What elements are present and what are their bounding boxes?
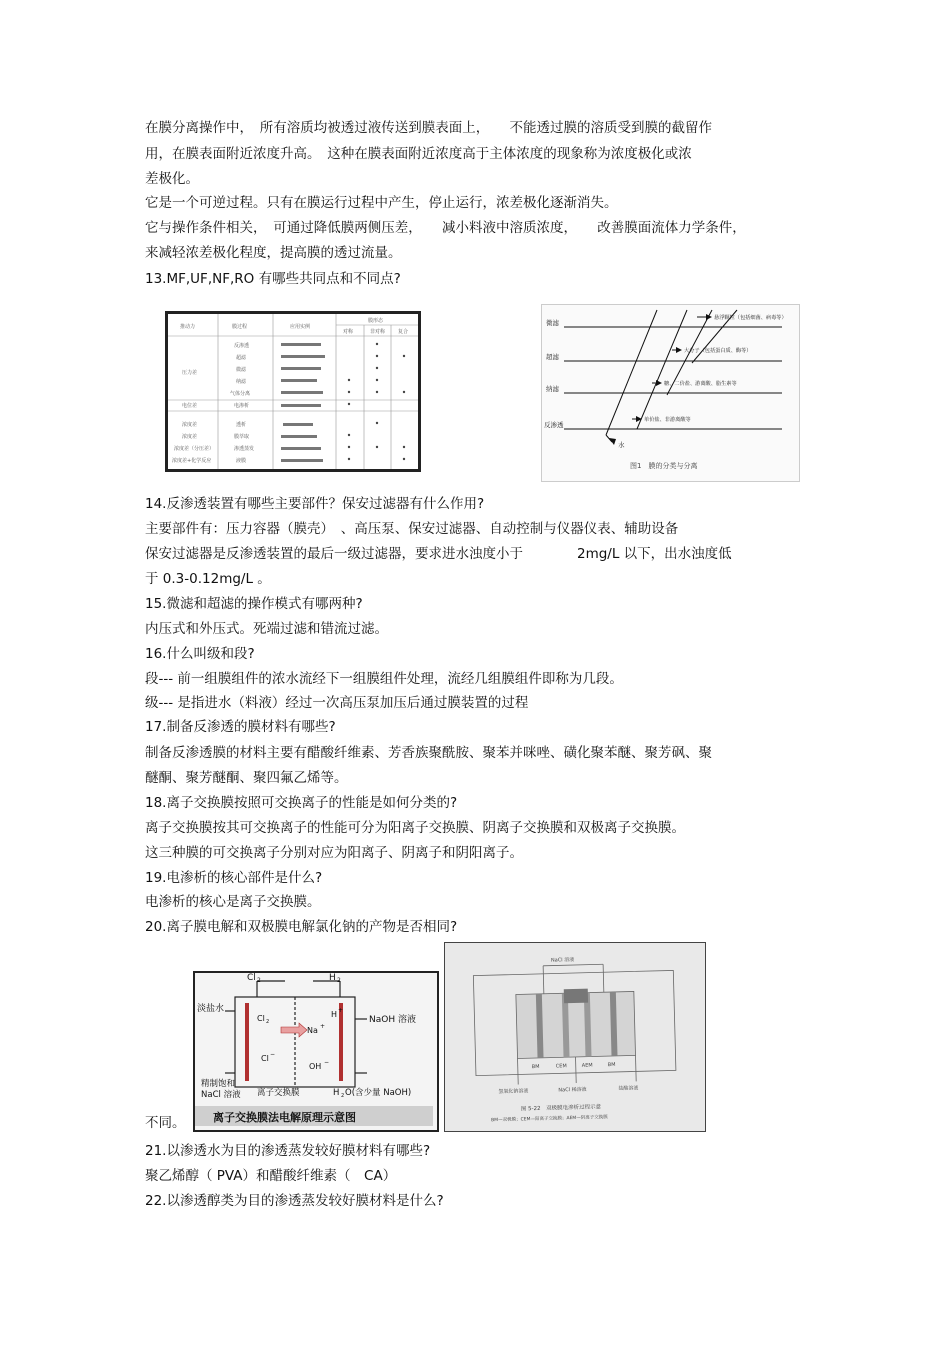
particle-label: 糖、二价盐、游离酸、脂生素等: [664, 381, 737, 387]
svg-text:−: −: [324, 1059, 330, 1066]
question-17: 17.制备反渗透的膜材料有哪些?: [145, 719, 336, 735]
svg-text:+: +: [338, 1007, 344, 1014]
cl2-in-label: Cl: [257, 1014, 265, 1023]
h-plus-label: H: [331, 1010, 338, 1019]
paragraph-line: 在膜分离操作中， 所有溶质均被透过液传送到膜表面上， 不能透过膜的溶质受到膜的截留作: [145, 120, 712, 136]
paragraph-line: 来减轻浓差极化程度，提高膜的透过流量。: [145, 245, 402, 261]
ion-arrow: [281, 1023, 307, 1037]
answer-line: 这三种膜的可交换离子分别对应为阳离子、阴离子和阴阳离子。: [145, 845, 523, 861]
answer-line: 段--- 前一组膜组件的浓水流经下一组膜组件处理，流经几组膜组件即称为几段。: [145, 671, 623, 687]
membrane-label: BM: [607, 1061, 616, 1069]
table-process: 透析: [236, 422, 247, 428]
question-14: 14.反渗透装置有哪些主要部件？保安过滤器有什么作用?: [145, 496, 485, 512]
ion-exchange-electrolysis-figure: [193, 971, 439, 1132]
table-header: 复合: [398, 329, 409, 335]
paragraph-line: 差极化。: [145, 171, 199, 187]
question-15: 15.微滤和超滤的操作模式有哪两种?: [145, 596, 363, 612]
table-group: 浓度差: [182, 422, 198, 428]
particle-label: 大分子（包括蛋白质、酶等）: [684, 348, 752, 354]
membrane-classification-figure: [541, 304, 800, 482]
table-group: 浓度差: [182, 434, 198, 440]
answer-line: 保安过滤器是反渗透装置的最后一级过滤器，要求进水浊度小于 2mg/L 以下，出水浊度低: [145, 546, 732, 562]
question-19: 19.电渗析的核心部件是什么?: [145, 870, 323, 886]
table-group: 压力差: [182, 370, 198, 376]
question-22: 22.以渗透醇类为目的渗透蒸发较好膜材料是什么?: [145, 1193, 444, 1209]
table-header: 膜过程: [232, 324, 248, 330]
oh-minus-label: OH: [309, 1062, 322, 1071]
table-header: 对称: [343, 329, 354, 335]
top-label: NaCl 溶液: [550, 956, 575, 964]
question-20: 20.离子膜电解和双极膜电解氯化钠的产物是否相同?: [145, 919, 458, 935]
table-process: 微滤: [236, 367, 247, 373]
table-group: 浓度差+化学反应: [172, 458, 212, 464]
svg-text:2: 2: [266, 1019, 270, 1025]
table-process: 气体分离: [230, 391, 251, 397]
naoh-out-label: NaOH 溶液: [369, 1015, 416, 1025]
particle-label: 单价盐、非游离酸等: [644, 417, 691, 423]
h2-label: H: [329, 973, 336, 983]
answer-line: 级--- 是指进水（料液）经过一次高压泵加压后通过膜装置的过程: [145, 695, 529, 711]
figure-note: BM—双极膜；CEM—阳离子交换膜；AEM—阴离子交换膜: [491, 1115, 608, 1124]
question-16: 16.什么叫级和段?: [145, 646, 255, 662]
table-process: 液膜: [236, 458, 247, 464]
membrane-label: 纳滤: [546, 385, 559, 393]
figure-title: 离子交换膜法电解原理示意图: [213, 1111, 356, 1124]
svg-text:+: +: [320, 1023, 326, 1030]
question-21: 21.以渗透水为目的渗透蒸发较好膜材料有哪些?: [145, 1143, 431, 1159]
membrane-label: 反渗透: [544, 421, 564, 429]
answer-line: 电渗析的核心是离子交换膜。: [145, 894, 321, 910]
table-process: 膜萃取: [234, 434, 250, 440]
bottom-label: 盐酸溶液: [618, 1085, 639, 1092]
figure-caption: 图 5-22 双极膜电渗析过程示意: [520, 1104, 602, 1113]
svg-text:−: −: [270, 1051, 276, 1058]
membrane-label: BM: [531, 1063, 540, 1071]
svg-text:2: 2: [337, 977, 341, 984]
water-label: 水: [618, 441, 625, 449]
bottom-label: 氢氧化钠溶液: [498, 1088, 529, 1096]
table-header: 应用实例: [290, 324, 311, 330]
answer-line: 不同。: [145, 1115, 186, 1131]
center-block: [564, 989, 588, 1004]
water-in-label: H: [333, 1088, 340, 1098]
table-header: 非对称: [370, 329, 386, 335]
answer-line: 主要部件有：压力容器（膜壳） 、高压泵、保安过滤器、自动控制与仪器仪表、辅助设备: [145, 521, 679, 537]
table-group: 浓度差（分压差）: [174, 446, 215, 452]
table-process: 超滤: [236, 355, 247, 361]
membrane-label: 超滤: [546, 353, 559, 361]
membrane-label: CEM: [555, 1063, 567, 1070]
table-process: 电渗析: [234, 403, 250, 409]
table-process: 反渗透: [234, 343, 250, 349]
figure-caption: 图1 膜的分类与分离: [630, 462, 698, 470]
anode-bar: [245, 1003, 249, 1081]
answer-line: 聚乙烯醇（ PVA）和醋酸纤维素（ CA）: [145, 1168, 397, 1184]
cl-minus-label: Cl: [261, 1054, 269, 1063]
table-process: 纳滤: [236, 379, 247, 385]
table-header: 膜形态: [368, 318, 384, 324]
question-13: 13.MF,UF,NF,RO 有哪些共同点和不同点?: [145, 271, 401, 287]
answer-line: 离子交换膜按其可交换离子的性能可分为阳离子交换膜、阴离子交换膜和双极离子交换膜。: [145, 820, 685, 836]
table-header: 推动力: [180, 324, 196, 330]
particle-label: 悬浮颗粒（包括细菌、病毒等）: [714, 315, 787, 321]
nacl-in-label-2: NaCl 溶液: [201, 1090, 241, 1100]
membrane-process-table-image: [165, 311, 421, 472]
paragraph-line: 用，在膜表面附近浓度升高。 这种在膜表面附近浓度高于主体浓度的现象称为浓度极化或浓: [145, 146, 692, 162]
membrane-label: 离子交换膜: [257, 1088, 300, 1098]
membrane-label: AEM: [581, 1062, 593, 1069]
na-plus-label: Na: [307, 1026, 318, 1035]
paragraph-line: 它与操作条件相关， 可通过降低膜两侧压差， 减小料液中溶质浓度， 改善膜面流体力学条件，: [145, 220, 746, 236]
bipolar-membrane-figure: [444, 942, 706, 1132]
answer-line: 于 0.3-0.12mg/L 。: [145, 571, 271, 587]
nacl-in-label: 精制饱和: [201, 1079, 236, 1089]
cathode-bar: [339, 1003, 343, 1081]
bottom-label: NaCl 稀溶液: [558, 1086, 587, 1094]
table-group: 电位差: [182, 403, 198, 409]
cl2-label: Cl: [247, 973, 256, 983]
answer-line: 醚酮、聚芳醚酮、聚四氟乙烯等。: [145, 770, 348, 786]
answer-line: 制备反渗透膜的材料主要有醋酸纤维素、芳香族聚酰胺、聚苯并咪唑、磺化聚苯醚、聚芳砜、聚: [145, 745, 712, 761]
brine-out-label: 淡盐水: [197, 1004, 225, 1014]
svg-text:2: 2: [257, 977, 261, 984]
table-process: 渗透蒸发: [234, 446, 255, 452]
answer-line: 内压式和外压式。死端过滤和错流过滤。: [145, 621, 388, 637]
question-18: 18.离子交换膜按照可交换离子的性能是如何分类的?: [145, 795, 458, 811]
paragraph-line: 它是一个可逆过程。只有在膜运行过程中产生，停止运行，浓差极化逐渐消失。: [145, 195, 618, 211]
membrane-label: 微滤: [546, 319, 559, 327]
water-in-rest: O(含少量 NaOH): [345, 1088, 412, 1098]
svg-text:2: 2: [341, 1093, 345, 1099]
